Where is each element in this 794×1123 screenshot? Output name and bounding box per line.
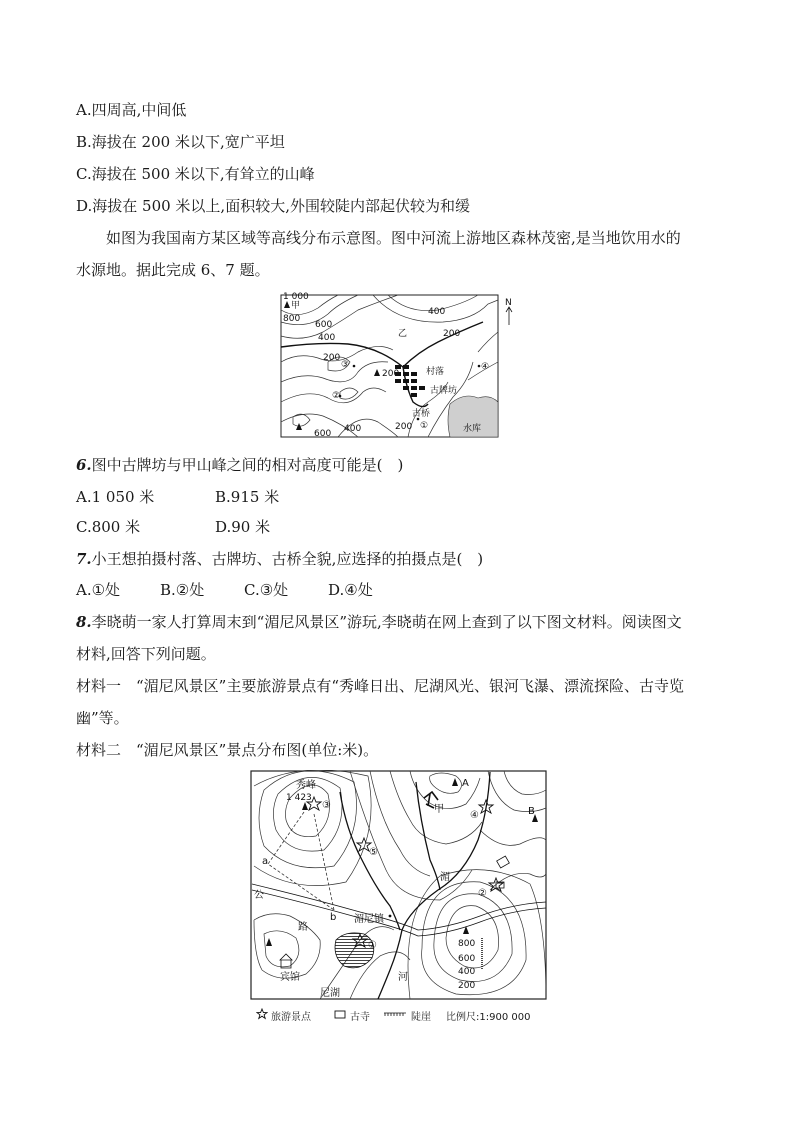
contour-label: 200 bbox=[458, 981, 476, 991]
contour-label: 1 000 bbox=[283, 292, 309, 302]
q8-material2: 材料二 “湄尼风景区”景点分布图(单位:米)。 bbox=[76, 741, 379, 759]
scenic-area-map bbox=[250, 770, 548, 1002]
peak-icon bbox=[374, 369, 380, 376]
peak-icon bbox=[266, 938, 272, 946]
place-label: 尼湖 bbox=[320, 988, 340, 999]
point-label: ② bbox=[332, 391, 341, 401]
north-arrow-icon bbox=[506, 307, 512, 325]
contour-label: 800 bbox=[283, 314, 301, 324]
place-label: 路 bbox=[298, 922, 308, 933]
q6-option-d: D.90 米 bbox=[215, 518, 271, 536]
contour-label: 600 bbox=[314, 429, 332, 439]
place-label: A bbox=[462, 778, 469, 789]
q8-stem-line1: 8.李晓萌一家人打算周末到“湄尼风景区”游玩,李晓萌在网上查到了以下图文材料。阅读图文 bbox=[76, 613, 682, 631]
q8-material1-line2: 幽”等。 bbox=[76, 709, 129, 727]
peak-icon bbox=[296, 423, 302, 430]
spot-label: ② bbox=[478, 888, 487, 899]
q7-stem: 7.小王想拍摄村落、古牌坊、古桥全貌,应选择的拍摄点是( ) bbox=[76, 550, 484, 568]
q6-option-a: A.1 050 米 bbox=[76, 488, 155, 506]
legend-scale-label: 比例尺:1:900 000 bbox=[446, 1012, 531, 1023]
place-label: 古桥 bbox=[412, 409, 431, 419]
peak-jia-icon bbox=[284, 301, 290, 308]
contour-label: 800 bbox=[458, 939, 476, 949]
q5-option-a: A.四周高,中间低 bbox=[76, 101, 187, 119]
contour-label: 600 bbox=[458, 954, 476, 964]
legend-cliff-label: 陡崖 bbox=[411, 1012, 431, 1023]
q7-option-b: B.②处 bbox=[160, 581, 205, 599]
contour-label: 200 bbox=[382, 369, 400, 379]
q7-option-d: D.④处 bbox=[328, 581, 373, 599]
place-label: 水库 bbox=[463, 424, 482, 434]
contour-label: 200 bbox=[395, 422, 413, 432]
contour-label: 400 bbox=[318, 333, 336, 343]
q7-option-c: C.③处 bbox=[244, 581, 289, 599]
peak-a-icon bbox=[452, 778, 458, 786]
q8-stem-line2: 材料,回答下列问题。 bbox=[76, 645, 216, 663]
temple-legend-icon bbox=[334, 1010, 346, 1019]
place-label: B bbox=[528, 806, 535, 817]
place-label: 甲 bbox=[291, 301, 301, 311]
q5-option-c: C.海拔在 500 米以下,有耸立的山峰 bbox=[76, 165, 315, 183]
peak-name: 秀峰 bbox=[296, 780, 316, 791]
q8-material1-line1: 材料一 “湄尼风景区”主要旅游景点有“秀峰日出、尼湖风光、银河飞瀑、漂流探险、古寺览 bbox=[76, 677, 685, 695]
point-label: ① bbox=[420, 421, 429, 431]
spot-label: ① bbox=[368, 940, 377, 951]
place-label: 公 bbox=[254, 890, 264, 901]
spot-label: ③ bbox=[322, 800, 331, 811]
spot-label: ④ bbox=[470, 810, 479, 821]
legend-spot-label: 旅游景点 bbox=[271, 1012, 311, 1023]
place-label: 古牌坊 bbox=[430, 386, 458, 396]
contour-label: 200 bbox=[323, 353, 341, 363]
q6-option-c: C.800 米 bbox=[76, 518, 141, 536]
point-label: ③ bbox=[341, 360, 350, 370]
place-label: 湄尼镇 bbox=[354, 914, 384, 925]
spot-label: ⑤ bbox=[369, 847, 378, 858]
peak-icon bbox=[302, 802, 308, 810]
contour-label: 600 bbox=[315, 320, 333, 330]
legend-temple-label: 古寺 bbox=[350, 1012, 370, 1023]
place-label: a bbox=[262, 856, 269, 867]
contour-label: 400 bbox=[344, 424, 362, 434]
contour-label: 200 bbox=[443, 329, 461, 339]
north-label: N bbox=[505, 298, 512, 308]
q5-option-d: D.海拔在 500 米以上,面积较大,外围较陡内部起伏较为和缓 bbox=[76, 197, 470, 215]
intro-text-line2: 水源地。据此完成 6、7 题。 bbox=[76, 261, 270, 279]
contour-label: 400 bbox=[428, 307, 446, 317]
place-label: 河 bbox=[398, 972, 408, 983]
map-legend bbox=[256, 1005, 546, 1025]
q5-option-b: B.海拔在 200 米以下,宽广平坦 bbox=[76, 133, 285, 151]
place-label: 乙 bbox=[398, 329, 408, 339]
cliff-legend-icon bbox=[384, 1011, 406, 1017]
place-label: b bbox=[330, 912, 337, 923]
q6-option-b: B.915 米 bbox=[215, 488, 280, 506]
contour-map-1 bbox=[278, 292, 523, 442]
place-label: 宾馆 bbox=[280, 972, 300, 983]
place-label: 湄 bbox=[440, 872, 450, 883]
temple-icon bbox=[497, 856, 510, 868]
spot-legend-icon bbox=[256, 1008, 268, 1020]
q6-stem: 6.图中古牌坊与甲山峰之间的相对高度可能是( ) bbox=[76, 456, 404, 474]
intro-text-line1: 如图为我国南方某区域等高线分布示意图。图中河流上游地区森林茂密,是当地饮用水的 bbox=[106, 229, 681, 247]
q7-option-a: A.①处 bbox=[76, 581, 121, 599]
place-label: 甲 bbox=[434, 804, 444, 815]
contour-label: 400 bbox=[458, 967, 476, 977]
place-label: 村落 bbox=[426, 367, 445, 377]
peak-height: 1 423 bbox=[286, 793, 312, 803]
point-label: ④ bbox=[481, 362, 490, 372]
